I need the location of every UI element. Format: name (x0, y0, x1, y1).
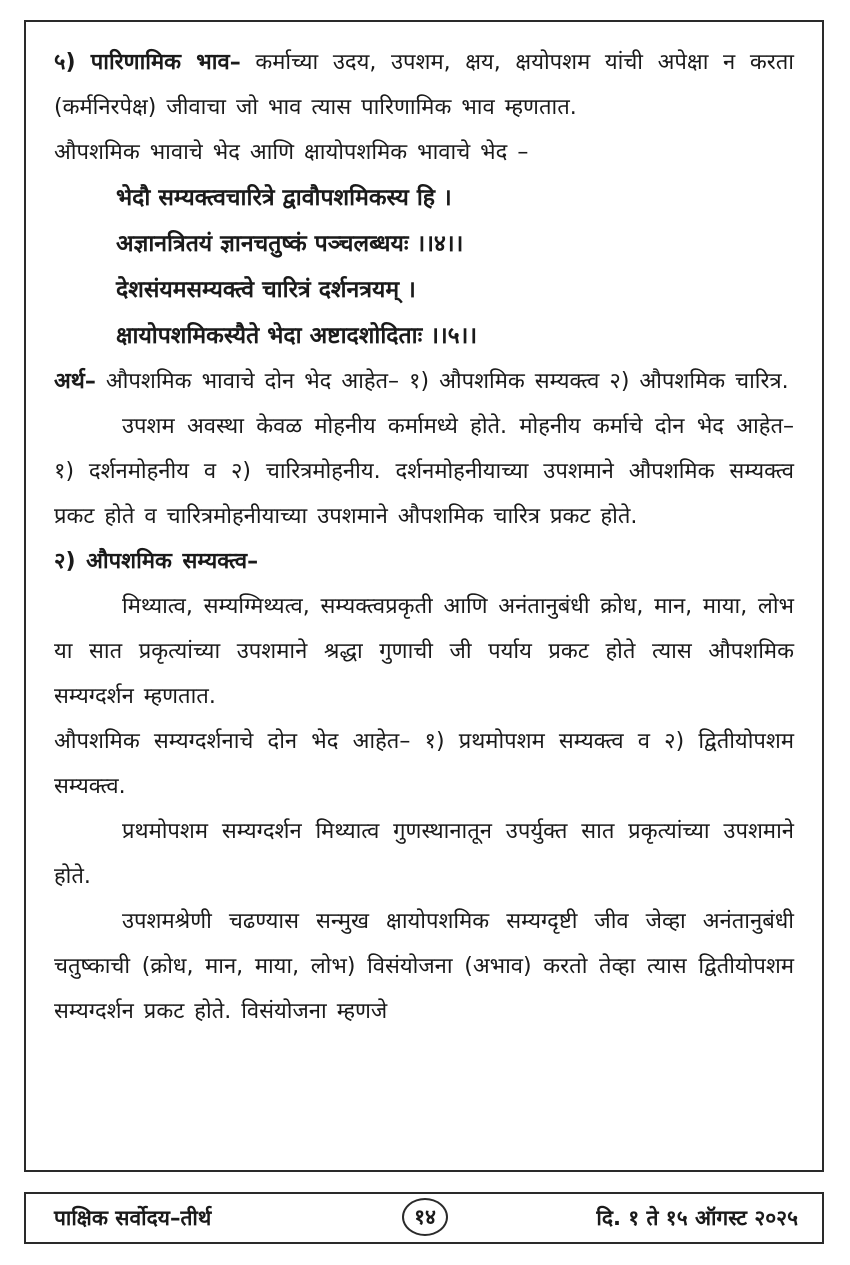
publication-name: पाक्षिक सर्वोदय–तीर्थ (54, 1206, 212, 1230)
paragraph-upasham: उपशम अवस्था केवळ मोहनीय कर्मामध्ये होते. मोहनीय कर्माचे दोन भेद आहेत– १) दर्शनमोहनीय व २) चारित्रमोहनीय. दर्शनमोहनीयाच्या उपशमाने औपशमिक सम्यक्त्व प्रकट होते व चारित्रमोहनीयाच्या उपशमाने औपशमिक चारित्र प्रकट होते. (54, 414, 794, 529)
page-number: १४ (402, 1198, 448, 1236)
paragraph-parinamik-text: कर्माच्या उदय, उपशम, क्षय, क्षयोपशम यांची अपेक्षा न करता (कर्मनिरपेक्ष) जीवाचा जो भाव त्यास पारिणामिक भाव म्हणतात. (54, 50, 794, 120)
main-text-frame (24, 20, 824, 1172)
artha-text: औपशमिक भावाचे दोन भेद आहेत– १) औपशमिक सम्यक्त्व २) औपशमिक चारित्र. (95, 369, 789, 394)
artha-label: अर्थ– (54, 369, 96, 394)
verse-line-3: देशसंयमसम्यक्त्वे चारित्रं दर्शनत्रयम् । (116, 277, 416, 303)
paragraph-upashamshreni: उपशमश्रेणी चढण्यास सन्मुख क्षायोपशमिक सम्यग्दृष्टी जीव जेव्हा अनंतानुबंधी चतुष्काची (क्रोध, मान, माया, लोभ) विसंयोजना (अभाव) करतो तेव्हा त्यास द्वितीयोपशम सम्यग्दर्शन प्रकट होते. विसंयोजना म्हणजे (54, 909, 794, 1024)
issue-date: दि. १ ते १५ ऑगस्ट २०२५ (596, 1206, 798, 1230)
verse-line-2: अज्ञानत्रितयं ज्ञानचतुष्कं पञ्चलब्धयः ।।४।। (116, 231, 464, 257)
section-heading-aupashamik-samyaktva: २) औपशमिक सम्यक्त्व– (54, 549, 259, 574)
intro-line: औपशमिक भावाचे भेद आणि क्षायोपशमिक भावाचे भेद – (54, 140, 529, 165)
paragraph-parinamik (54, 40, 794, 130)
paragraph-mithyatva: मिथ्यात्व, सम्यग्मिथ्यत्व, सम्यक्त्वप्रकृती आणि अनंतानुबंधी क्रोध, मान, माया, लोभ या सात प्रकृत्यांच्या उपशमाने श्रद्धा गुणाची जी पर्याय प्रकट होते त्यास औपशमिक सम्यग्दर्शन म्हणतात. (54, 594, 794, 709)
verse-line-1: भेदौ सम्यक्त्वचारित्रे द्वावौपशमिकस्य हि । (116, 185, 452, 211)
paragraph-prathamopasham: प्रथमोपशम सम्यग्दर्शन मिथ्यात्व गुणस्थानातून उपर्युक्त सात प्रकृत्यांच्या उपशमाने होते. (54, 819, 794, 889)
verse-line-4: क्षायोपशमिकस्यैते भेदा अष्टादशोदिताः ।।५।। (116, 323, 478, 349)
paragraph-bhed: औपशमिक सम्यग्दर्शनाचे दोन भेद आहेत– १) प्रथमोपशम सम्यक्त्व व २) द्वितीयोपशम सम्यक्त्व. (54, 729, 794, 799)
heading-parinamik: ५) पारिणामिक भाव– (54, 50, 241, 75)
page-footer (24, 1192, 824, 1244)
artha-paragraph (54, 359, 794, 404)
